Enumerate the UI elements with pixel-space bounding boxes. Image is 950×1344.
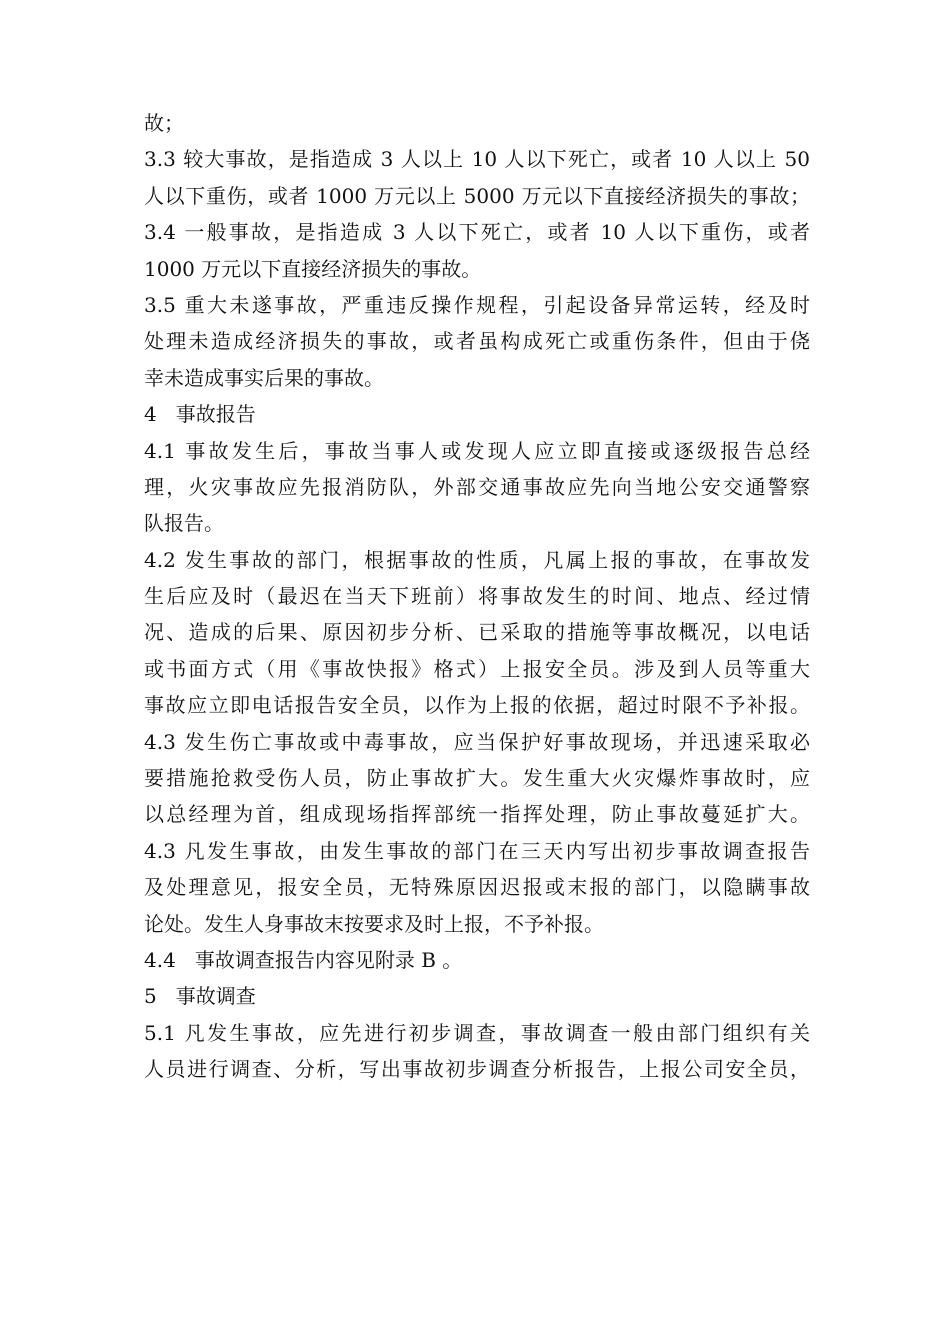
text-line: 理，火灾事故应先报消防队，外部交通事故应先向当地公安交通警察 [144,474,810,499]
text-line: 事故应立即电话报告安全员，以作为上报的依据，超过时限不予补报。 [144,693,810,718]
text-line: 4.2 发生事故的部门，根据事故的性质，凡属上报的事故，在事故发 [144,547,810,572]
text-line: 人以下重伤，或者 1000 万元以上 5000 万元以下直接经济损失的事故； [144,183,810,208]
text-line: 以总经理为首，组成现场指挥部统一指挥处理，防止事故蔓延扩大。 [144,802,810,827]
text-line: 或书面方式（用《事故快报》格式）上报安全员。涉及到人员等重大 [144,656,810,681]
text-line: 4.3 凡发生事故，由发生事故的部门在三天内写出初步事故调查报告 [144,838,810,863]
text-line: 幸未造成事实后果的事故。 [144,365,384,390]
text-line: 及处理意见，报安全员，无特殊原因迟报或末报的部门，以隐瞒事故 [144,875,810,900]
section-heading: 5 事故调查 [144,984,256,1009]
text-line: 处理未造成经济损失的事故，或者虽构成死亡或重伤条件，但由于侥 [144,329,810,354]
text-line: 5.1 凡发生事故，应先进行初步调查，事故调查一般由部门组织有关 [144,1020,810,1045]
text-line: 论处。发生人身事故末按要求及时上报，不予补报。 [144,911,604,936]
text-line: 人员进行调查、分析，写出事故初步调查分析报告，上报公司安全员， [144,1057,810,1082]
text-line: 3.4 一般事故，是指造成 3 人以下死亡，或者 10 人以下重伤，或者 [144,220,810,245]
text-line: 况、造成的后果、原因初步分析、已采取的措施等事故概况，以电话 [144,620,810,645]
text-line: 4.4 事故调查报告内容见附录 B 。 [144,947,463,972]
text-line: 4.3 发生伤亡事故或中毒事故，应当保护好事故现场，并迅速采取必 [144,729,810,754]
text-line: 1000 万元以下直接经济损失的事故。 [144,256,482,281]
body-text [144,105,810,1088]
section-heading: 4 事故报告 [144,402,256,427]
text-line: 3.3 较大事故，是指造成 3 人以上 10 人以下死亡，或者 10 人以上 50 [144,147,810,172]
text-line: 队报告。 [144,511,224,536]
text-line: 故； [144,111,184,135]
text-line: 4.1 事故发生后，事故当事人或发现人应立即直接或逐级报告总经 [144,438,810,463]
text-line: 生后应及时（最迟在当天下班前）将事故发生的时间、地点、经过情 [144,584,810,609]
text-line: 要措施抢救受伤人员，防止事故扩大。发生重大火灾爆炸事故时，应 [144,766,810,791]
text-line: 3.5 重大未遂事故，严重违反操作规程，引起设备异常运转，经及时 [144,292,810,317]
